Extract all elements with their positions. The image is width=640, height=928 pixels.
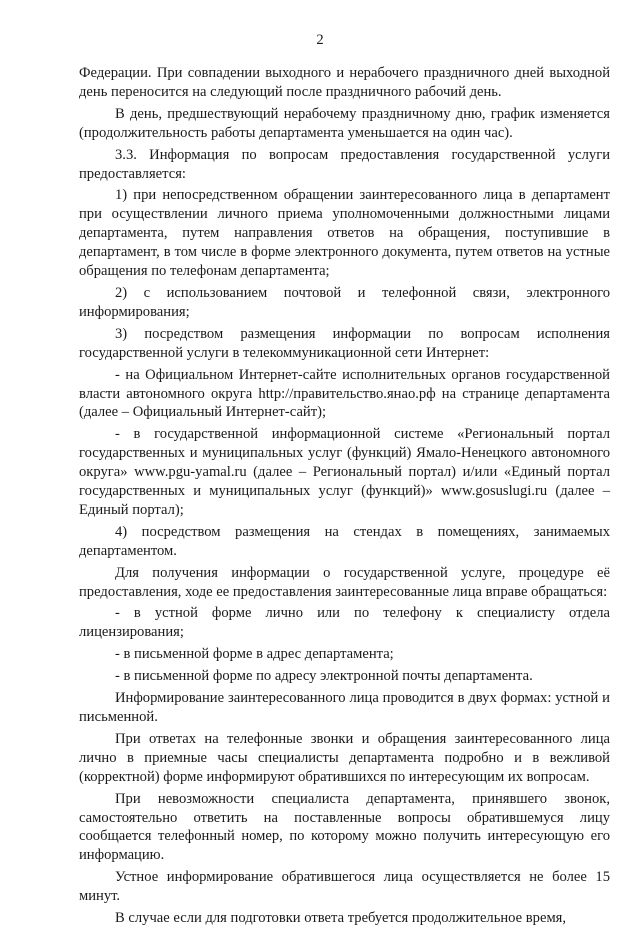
paragraph: Федерации. При совпадении выходного и нерабочего праздничного дней выходной день переносится на следующий после праздничного рабочий день.: [79, 65, 610, 100]
paragraph: В случае если для подготовки ответа требуется продолжительное время,: [115, 910, 567, 927]
paragraph: 3.3. Информация по вопросам предоставления государственной услуги предоставляется:: [79, 146, 610, 182]
paragraph: Устное информирование обратившегося лица осуществляется не более 15 минут.: [79, 869, 610, 905]
paragraph: - на Официальном Интернет-сайте исполнительных органов государственной власти автономного округа http://правительство.янао.рф на странице департамента (далее – Официальный Интернет-сайт);: [79, 366, 610, 421]
paragraph: - в письменной форме по адресу электронной почты департамента.: [115, 668, 533, 685]
paragraph: - в государственной информационной системе «Региональный портал государственных и муниципальных услуг (функций) Ямало-Ненецкого автономного округа» www.pgu-yamal.ru (далее – Региональный портал) и/или «Единый портал государственных и муниципальных услуг (функций)» www.gosuslugi.ru (далее – Единый портал);: [79, 426, 610, 518]
paragraph: При невозможности специалиста департамента, принявшего звонок, самостоятельно ответить на поставленные вопросы обратившемуся лицу сообщается телефонный номер, по которому можно получить интересующую его информацию.: [79, 790, 610, 864]
paragraph: - в письменной форме в адрес департамента;: [115, 646, 394, 663]
paragraph: 2) с использованием почтовой и телефонной связи, электронного информирования;: [79, 284, 610, 320]
page-number: 2: [316, 32, 324, 48]
paragraph: При ответах на телефонные звонки и обращения заинтересованного лица лично в приемные часы специалисты департамента подробно и в вежливой (корректной) форме информируют обратившихся по интересующим их вопросам.: [79, 730, 610, 785]
paragraph: В день, предшествующий нерабочему праздничному дню, график изменяется (продолжительность работы департамента уменьшается на один час).: [79, 105, 610, 141]
paragraph: 1) при непосредственном обращении заинтересованного лица в департамент при осуществлении личного приема уполномоченными должностными лицами департамента, путем направления ответов на обращения, поступившие в департамент, в том числе в форме электронного документа, путем ответов на устные обращения по телефонам департамента;: [79, 187, 610, 280]
paragraph: - в устной форме лично или по телефону к специалисту отдела лицензирования;: [79, 605, 610, 641]
paragraph: Для получения информации о государственной услуге, процедуре её предоставления, ходе ее предоставления заинтересованные лица вправе обращаться:: [79, 564, 610, 600]
paragraph: Информирование заинтересованного лица проводится в двух формах: устной и письменной.: [79, 690, 610, 725]
document-body: [79, 64, 610, 928]
paragraph: 3) посредством размещения информации по вопросам исполнения государственной услуги в телекоммуникационной сети Интернет:: [79, 325, 610, 361]
paragraph: 4) посредством размещения на стендах в помещениях, занимаемых департаментом.: [79, 523, 610, 559]
